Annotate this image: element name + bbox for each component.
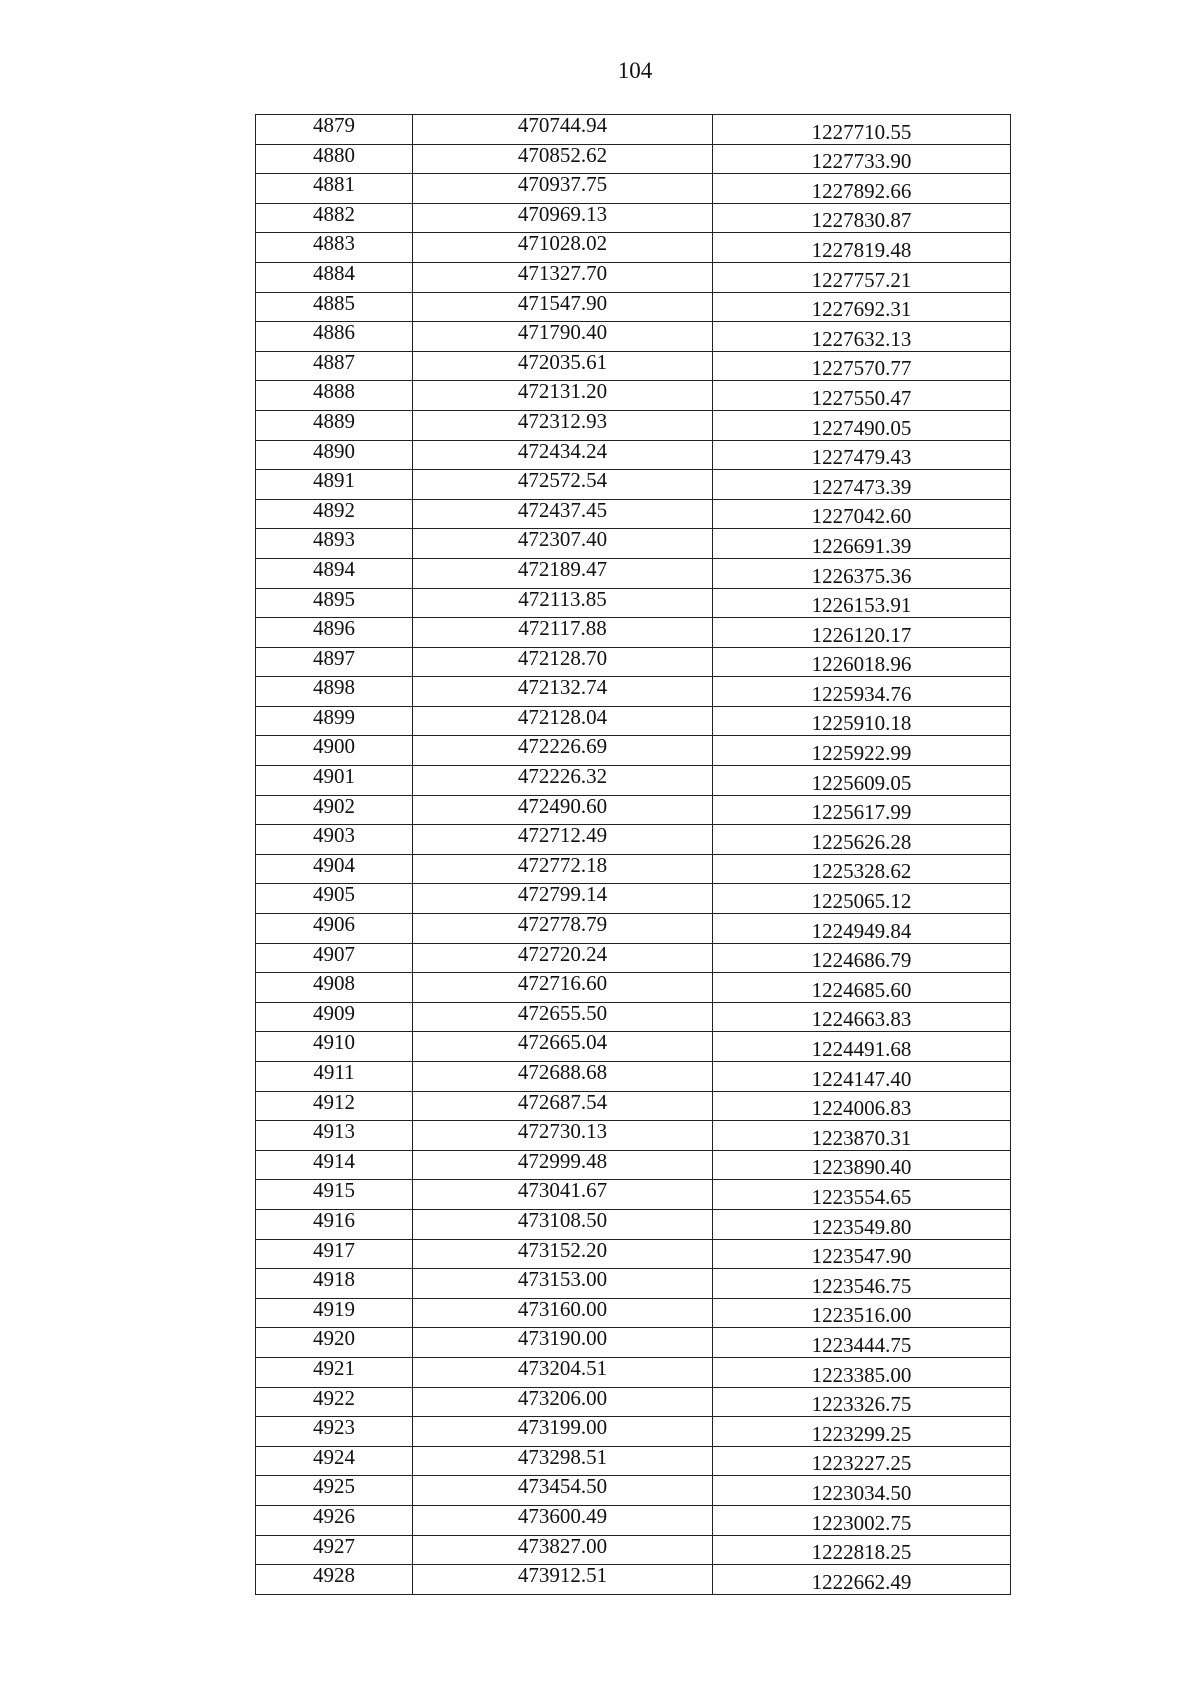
y-coordinate-cell: 1227490.05 (713, 410, 1011, 440)
point-number-cell: 4911 (256, 1062, 413, 1092)
x-coordinate-cell: 470852.62 (413, 144, 713, 174)
table-row (256, 1180, 1011, 1210)
point-number-cell: 4895 (256, 588, 413, 618)
x-coordinate-cell: 472799.14 (413, 884, 713, 914)
table-row (256, 677, 1011, 707)
table-row (256, 1535, 1011, 1565)
point-number-cell: 4888 (256, 381, 413, 411)
table-row (256, 1417, 1011, 1447)
x-coordinate-cell: 472999.48 (413, 1150, 713, 1180)
x-coordinate-cell: 471547.90 (413, 292, 713, 322)
table-row (256, 1002, 1011, 1032)
x-coordinate-cell: 473454.50 (413, 1476, 713, 1506)
point-number-cell: 4913 (256, 1121, 413, 1151)
table-row (256, 233, 1011, 263)
table-row (256, 1091, 1011, 1121)
y-coordinate-cell: 1225626.28 (713, 825, 1011, 855)
table-row (256, 973, 1011, 1003)
point-number-cell: 4881 (256, 174, 413, 204)
x-coordinate-cell: 472128.70 (413, 647, 713, 677)
y-coordinate-cell: 1223549.80 (713, 1209, 1011, 1239)
point-number-cell: 4917 (256, 1239, 413, 1269)
point-number-cell: 4905 (256, 884, 413, 914)
table-row (256, 1387, 1011, 1417)
point-number-cell: 4921 (256, 1357, 413, 1387)
table-row (256, 914, 1011, 944)
y-coordinate-cell: 1227042.60 (713, 499, 1011, 529)
y-coordinate-cell: 1224663.83 (713, 1002, 1011, 1032)
point-number-cell: 4912 (256, 1091, 413, 1121)
y-coordinate-cell: 1223554.65 (713, 1180, 1011, 1210)
x-coordinate-cell: 473190.00 (413, 1328, 713, 1358)
y-coordinate-cell: 1223299.25 (713, 1417, 1011, 1447)
point-number-cell: 4898 (256, 677, 413, 707)
y-coordinate-cell: 1223516.00 (713, 1298, 1011, 1328)
table-row (256, 1209, 1011, 1239)
table-row (256, 322, 1011, 352)
point-number-cell: 4884 (256, 262, 413, 292)
point-number-cell: 4909 (256, 1002, 413, 1032)
table-row (256, 1239, 1011, 1269)
y-coordinate-cell: 1227892.66 (713, 174, 1011, 204)
x-coordinate-cell: 472132.74 (413, 677, 713, 707)
y-coordinate-cell: 1224006.83 (713, 1091, 1011, 1121)
x-coordinate-cell: 472226.69 (413, 736, 713, 766)
y-coordinate-cell: 1225328.62 (713, 854, 1011, 884)
table-row (256, 203, 1011, 233)
y-coordinate-cell: 1223890.40 (713, 1150, 1011, 1180)
point-number-cell: 4883 (256, 233, 413, 263)
x-coordinate-cell: 472655.50 (413, 1002, 713, 1032)
point-number-cell: 4919 (256, 1298, 413, 1328)
x-coordinate-cell: 473160.00 (413, 1298, 713, 1328)
y-coordinate-cell: 1222818.25 (713, 1535, 1011, 1565)
x-coordinate-cell: 472720.24 (413, 943, 713, 973)
y-coordinate-cell: 1223034.50 (713, 1476, 1011, 1506)
point-number-cell: 4906 (256, 914, 413, 944)
y-coordinate-cell: 1224949.84 (713, 914, 1011, 944)
point-number-cell: 4889 (256, 410, 413, 440)
x-coordinate-cell: 473041.67 (413, 1180, 713, 1210)
point-number-cell: 4918 (256, 1269, 413, 1299)
x-coordinate-cell: 472035.61 (413, 351, 713, 381)
table-row (256, 588, 1011, 618)
point-number-cell: 4903 (256, 825, 413, 855)
table-row (256, 1505, 1011, 1535)
y-coordinate-cell: 1224491.68 (713, 1032, 1011, 1062)
point-number-cell: 4916 (256, 1209, 413, 1239)
coordinates-table (255, 114, 1011, 1595)
table-row (256, 766, 1011, 796)
table-row (256, 647, 1011, 677)
x-coordinate-cell: 473199.00 (413, 1417, 713, 1447)
table-row (256, 558, 1011, 588)
point-number-cell: 4901 (256, 766, 413, 796)
table-row (256, 618, 1011, 648)
table-row (256, 795, 1011, 825)
table-row (256, 440, 1011, 470)
y-coordinate-cell: 1227830.87 (713, 203, 1011, 233)
y-coordinate-cell: 1227757.21 (713, 262, 1011, 292)
x-coordinate-cell: 472131.20 (413, 381, 713, 411)
point-number-cell: 4886 (256, 322, 413, 352)
y-coordinate-cell: 1226120.17 (713, 618, 1011, 648)
point-number-cell: 4897 (256, 647, 413, 677)
x-coordinate-cell: 472189.47 (413, 558, 713, 588)
y-coordinate-cell: 1227550.47 (713, 381, 1011, 411)
x-coordinate-cell: 472712.49 (413, 825, 713, 855)
table-row (256, 1032, 1011, 1062)
point-number-cell: 4893 (256, 529, 413, 559)
point-number-cell: 4920 (256, 1328, 413, 1358)
point-number-cell: 4923 (256, 1417, 413, 1447)
table-row (256, 1476, 1011, 1506)
y-coordinate-cell: 1223546.75 (713, 1269, 1011, 1299)
y-coordinate-cell: 1223870.31 (713, 1121, 1011, 1151)
x-coordinate-cell: 473600.49 (413, 1505, 713, 1535)
x-coordinate-cell: 471028.02 (413, 233, 713, 263)
x-coordinate-cell: 472772.18 (413, 854, 713, 884)
table-row (256, 144, 1011, 174)
y-coordinate-cell: 1224686.79 (713, 943, 1011, 973)
table-row (256, 499, 1011, 529)
y-coordinate-cell: 1226153.91 (713, 588, 1011, 618)
x-coordinate-cell: 472778.79 (413, 914, 713, 944)
point-number-cell: 4892 (256, 499, 413, 529)
x-coordinate-cell: 473206.00 (413, 1387, 713, 1417)
table-row (256, 943, 1011, 973)
point-number-cell: 4894 (256, 558, 413, 588)
y-coordinate-cell: 1223385.00 (713, 1357, 1011, 1387)
x-coordinate-cell: 472307.40 (413, 529, 713, 559)
x-coordinate-cell: 472226.32 (413, 766, 713, 796)
x-coordinate-cell: 472687.54 (413, 1091, 713, 1121)
x-coordinate-cell: 473298.51 (413, 1446, 713, 1476)
point-number-cell: 4914 (256, 1150, 413, 1180)
x-coordinate-cell: 472490.60 (413, 795, 713, 825)
x-coordinate-cell: 470744.94 (413, 115, 713, 145)
y-coordinate-cell: 1225910.18 (713, 706, 1011, 736)
table-row (256, 1328, 1011, 1358)
point-number-cell: 4900 (256, 736, 413, 766)
coordinates-table-body (256, 115, 1011, 1595)
table-row (256, 174, 1011, 204)
x-coordinate-cell: 472665.04 (413, 1032, 713, 1062)
point-number-cell: 4882 (256, 203, 413, 233)
point-number-cell: 4907 (256, 943, 413, 973)
x-coordinate-cell: 473204.51 (413, 1357, 713, 1387)
table-row (256, 1269, 1011, 1299)
y-coordinate-cell: 1225065.12 (713, 884, 1011, 914)
table-row (256, 1565, 1011, 1595)
table-row (256, 410, 1011, 440)
y-coordinate-cell: 1222662.49 (713, 1565, 1011, 1595)
point-number-cell: 4908 (256, 973, 413, 1003)
table-row (256, 1446, 1011, 1476)
x-coordinate-cell: 473912.51 (413, 1565, 713, 1595)
table-row (256, 884, 1011, 914)
point-number-cell: 4925 (256, 1476, 413, 1506)
x-coordinate-cell: 472730.13 (413, 1121, 713, 1151)
point-number-cell: 4879 (256, 115, 413, 145)
point-number-cell: 4899 (256, 706, 413, 736)
point-number-cell: 4915 (256, 1180, 413, 1210)
point-number-cell: 4902 (256, 795, 413, 825)
x-coordinate-cell: 471790.40 (413, 322, 713, 352)
table-row (256, 1062, 1011, 1092)
y-coordinate-cell: 1226375.36 (713, 558, 1011, 588)
point-number-cell: 4885 (256, 292, 413, 322)
y-coordinate-cell: 1227819.48 (713, 233, 1011, 263)
y-coordinate-cell: 1223227.25 (713, 1446, 1011, 1476)
x-coordinate-cell: 472434.24 (413, 440, 713, 470)
y-coordinate-cell: 1226691.39 (713, 529, 1011, 559)
x-coordinate-cell: 472716.60 (413, 973, 713, 1003)
table-row (256, 292, 1011, 322)
y-coordinate-cell: 1227570.77 (713, 351, 1011, 381)
x-coordinate-cell: 472688.68 (413, 1062, 713, 1092)
x-coordinate-cell: 470937.75 (413, 174, 713, 204)
point-number-cell: 4904 (256, 854, 413, 884)
table-row (256, 1121, 1011, 1151)
table-row (256, 825, 1011, 855)
point-number-cell: 4890 (256, 440, 413, 470)
x-coordinate-cell: 472113.85 (413, 588, 713, 618)
point-number-cell: 4910 (256, 1032, 413, 1062)
x-coordinate-cell: 472128.04 (413, 706, 713, 736)
x-coordinate-cell: 473827.00 (413, 1535, 713, 1565)
y-coordinate-cell: 1223547.90 (713, 1239, 1011, 1269)
y-coordinate-cell: 1226018.96 (713, 647, 1011, 677)
y-coordinate-cell: 1227710.55 (713, 115, 1011, 145)
y-coordinate-cell: 1227692.31 (713, 292, 1011, 322)
table-row (256, 470, 1011, 500)
x-coordinate-cell: 472437.45 (413, 499, 713, 529)
x-coordinate-cell: 470969.13 (413, 203, 713, 233)
y-coordinate-cell: 1225617.99 (713, 795, 1011, 825)
point-number-cell: 4927 (256, 1535, 413, 1565)
y-coordinate-cell: 1223002.75 (713, 1505, 1011, 1535)
point-number-cell: 4891 (256, 470, 413, 500)
point-number-cell: 4922 (256, 1387, 413, 1417)
table-row (256, 1298, 1011, 1328)
x-coordinate-cell: 472312.93 (413, 410, 713, 440)
point-number-cell: 4880 (256, 144, 413, 174)
table-row (256, 854, 1011, 884)
point-number-cell: 4926 (256, 1505, 413, 1535)
table-row (256, 351, 1011, 381)
table-row (256, 262, 1011, 292)
table-row (256, 1357, 1011, 1387)
x-coordinate-cell: 473108.50 (413, 1209, 713, 1239)
table-row (256, 706, 1011, 736)
x-coordinate-cell: 473152.20 (413, 1239, 713, 1269)
point-number-cell: 4924 (256, 1446, 413, 1476)
x-coordinate-cell: 473153.00 (413, 1269, 713, 1299)
point-number-cell: 4896 (256, 618, 413, 648)
y-coordinate-cell: 1225922.99 (713, 736, 1011, 766)
y-coordinate-cell: 1227473.39 (713, 470, 1011, 500)
table-row (256, 736, 1011, 766)
y-coordinate-cell: 1227733.90 (713, 144, 1011, 174)
x-coordinate-cell: 472572.54 (413, 470, 713, 500)
point-number-cell: 4928 (256, 1565, 413, 1595)
x-coordinate-cell: 471327.70 (413, 262, 713, 292)
y-coordinate-cell: 1227632.13 (713, 322, 1011, 352)
x-coordinate-cell: 472117.88 (413, 618, 713, 648)
y-coordinate-cell: 1224147.40 (713, 1062, 1011, 1092)
y-coordinate-cell: 1223326.75 (713, 1387, 1011, 1417)
page-number: 104 (617, 58, 653, 83)
table-row (256, 529, 1011, 559)
table-row (256, 1150, 1011, 1180)
table-row (256, 115, 1011, 145)
y-coordinate-cell: 1225609.05 (713, 766, 1011, 796)
table-row (256, 381, 1011, 411)
point-number-cell: 4887 (256, 351, 413, 381)
y-coordinate-cell: 1225934.76 (713, 677, 1011, 707)
y-coordinate-cell: 1227479.43 (713, 440, 1011, 470)
y-coordinate-cell: 1224685.60 (713, 973, 1011, 1003)
y-coordinate-cell: 1223444.75 (713, 1328, 1011, 1358)
